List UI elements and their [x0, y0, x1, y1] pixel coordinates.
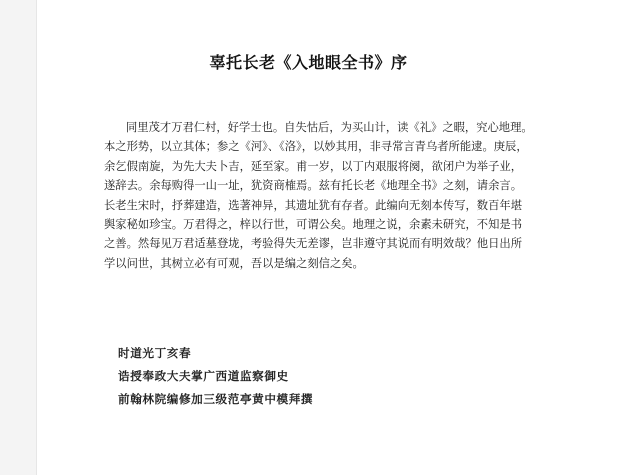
paragraph-line: 舆家秘如珍宝。万君得之，梓以行世，可谓公矣。地理之说，余素未研究，不知是书	[104, 218, 522, 232]
paragraph-line: 学以问世，其树立必有可观，吾以是编之刻信之矣。	[104, 256, 364, 270]
signature-date: 时道光丁亥春	[118, 346, 192, 360]
paragraph-line: 之善。然每见万君适墓登垅，考验得失无差谬，岂非遵守其说而有明效哉？他日出所	[104, 237, 522, 251]
signature-author: 前翰林院编修加三级范亭黄中模拜撰	[118, 392, 314, 406]
document-title: 辜托长老《入地眼全书》序	[209, 53, 408, 72]
signature-block	[118, 342, 313, 411]
paragraph-line: 遂辞去。余每购得一山一址，犹资商榷焉。兹有托长老《地理全书》之刻，请余言。	[104, 179, 522, 193]
paragraph-line: 余乞假南旋，为先大夫卜吉，延至家。甫一岁，以丁内艰服将阕，欲闭户为举子业，	[104, 159, 522, 173]
paragraph-line: 同里茂才万君仁村，好学士也。自失怙后，为买山计，读《礼》之暇，究心地理。	[126, 121, 533, 134]
preface-paragraph	[104, 118, 574, 273]
paragraph-line: 长老生宋时，抒葬建造，选著神异，其遗址犹有存者。此编向无刻本传写，数百年堪	[104, 198, 522, 212]
paragraph-line: 本之形势，以立其体；参之《河》、《洛》，以妙其用，非寻常言青乌者所能逮。庚辰，	[104, 140, 528, 154]
signature-title: 诰授奉政大夫掌广西道监察御史	[118, 369, 289, 383]
